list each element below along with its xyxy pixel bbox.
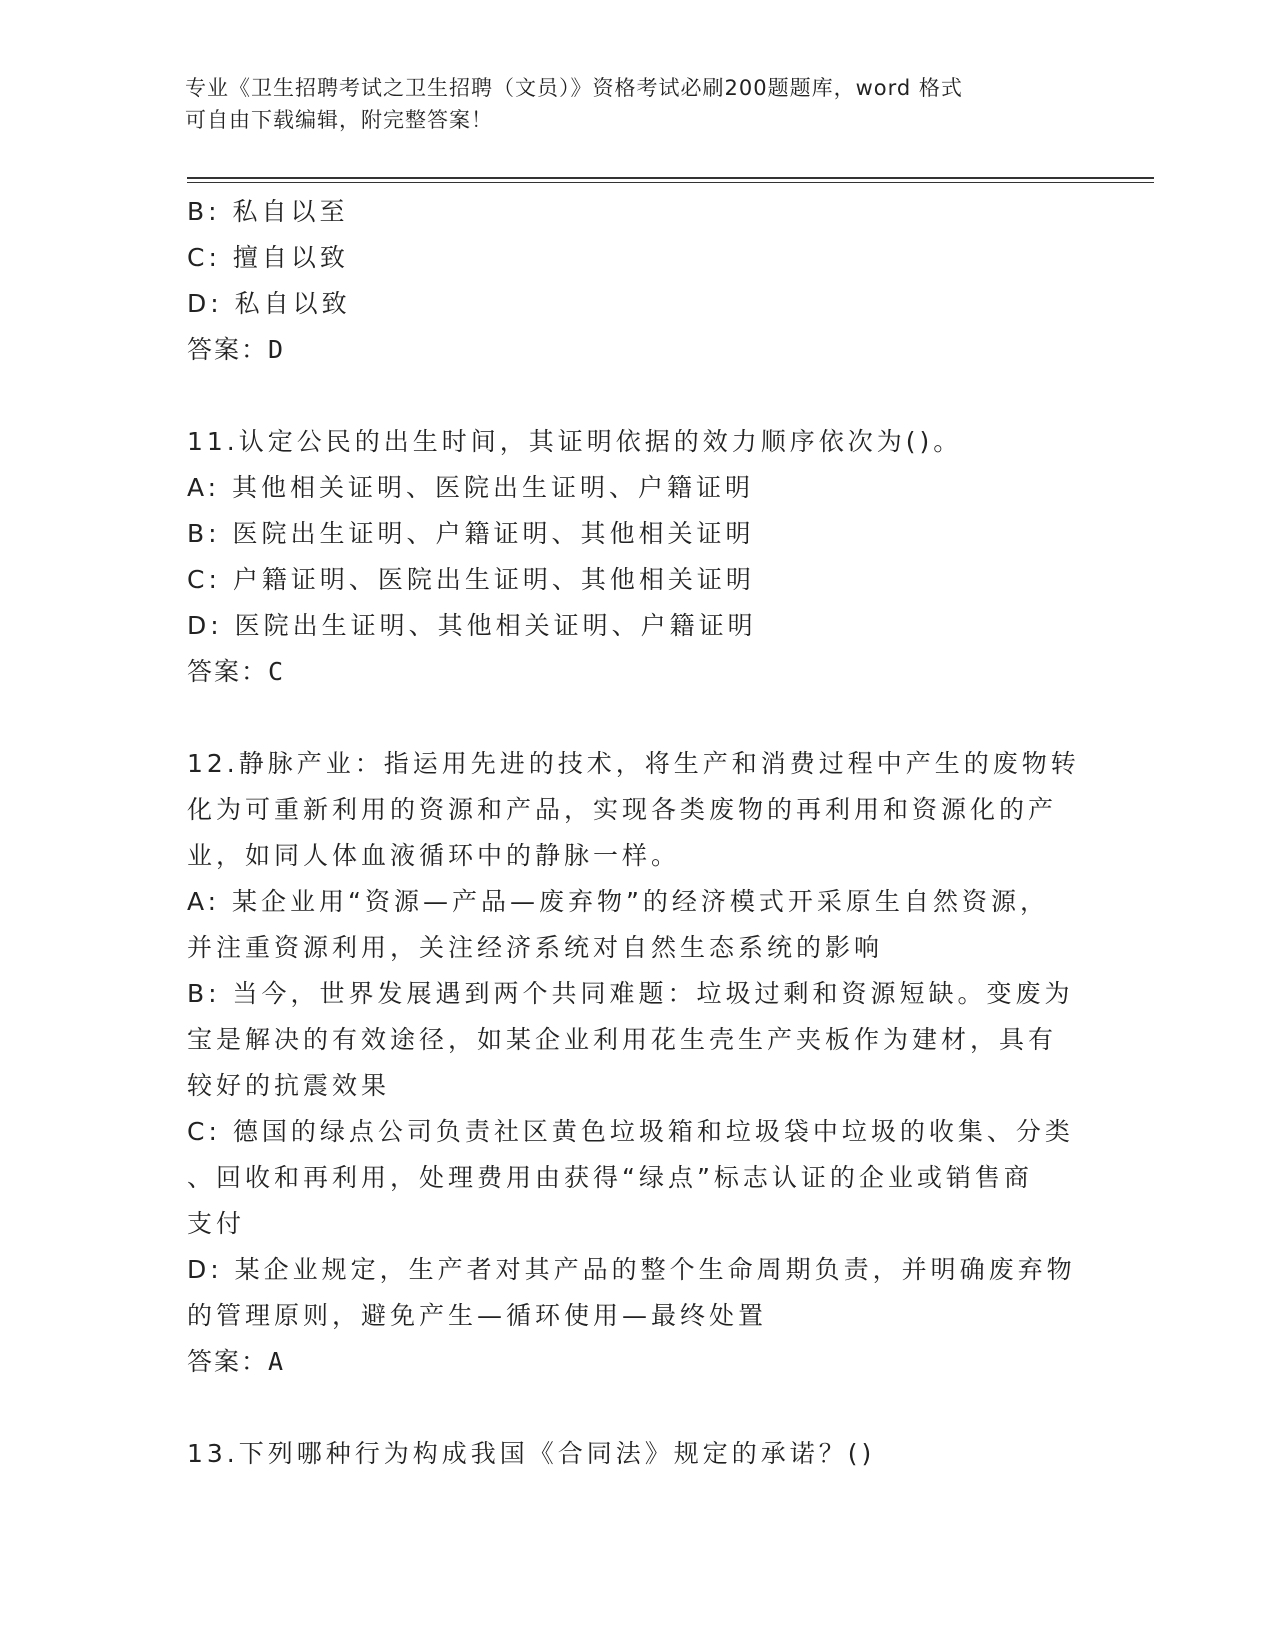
option-d: D: 医院出生证明、其他相关证明、户籍证明 — [187, 611, 757, 640]
answer-key: D — [268, 335, 286, 364]
question-stem: 13.下列哪种行为构成我国《合同法》规定的承诺？() — [187, 1439, 876, 1468]
question-11 — [187, 419, 1087, 695]
option-b: B: 医院出生证明、户籍证明、其他相关证明 — [187, 519, 755, 548]
question-stem: 化为可重新利用的资源和产品，实现各类废物的再利用和资源化的产 — [187, 795, 1058, 824]
option-d: D: 某企业规定，生产者对其产品的整个生命周期负责，并明确废弃物 — [187, 1255, 1076, 1284]
option-c-cont: 、回收和再利用，处理费用由获得“绿点”标志认证的企业或销售商 — [187, 1163, 1033, 1192]
document-header — [185, 72, 1065, 136]
answer-line — [187, 327, 1087, 373]
option-c: C: 德国的绿点公司负责社区黄色垃圾箱和垃圾袋中垃圾的收集、分类 — [187, 1117, 1074, 1146]
spacer — [187, 1385, 1087, 1431]
answer-line — [187, 1339, 1087, 1385]
question-13 — [187, 1431, 1087, 1477]
header-divider-thick — [187, 177, 1154, 179]
option-b: B: 私自以至 — [187, 197, 349, 226]
question-stem: 11.认定公民的出生时间，其证明依据的效力顺序依次为()。 — [187, 427, 963, 456]
question-stem: 12.静脉产业：指运用先进的技术，将生产和消费过程中产生的废物转 — [187, 749, 1080, 778]
option-a: A: 其他相关证明、医院出生证明、户籍证明 — [187, 473, 755, 502]
option-a: A: 某企业用“资源—产品—废弃物”的经济模式开采原生自然资源， — [187, 887, 1049, 916]
header-line-1: 专业《卫生招聘考试之卫生招聘（文员）》资格考试必刷200题题库，word 格式 — [185, 76, 963, 100]
option-c: C: 户籍证明、医院出生证明、其他相关证明 — [187, 565, 755, 594]
spacer — [187, 373, 1087, 419]
question-content — [187, 189, 1087, 1477]
option-d-cont: 的管理原则，避免产生—循环使用—最终处置 — [187, 1301, 768, 1330]
option-c-cont: 支付 — [187, 1209, 246, 1238]
spacer — [187, 695, 1087, 741]
answer-label: 答案： — [187, 335, 269, 364]
header-line-2: 可自由下载编辑，附完整答案！ — [185, 108, 493, 132]
answer-key: C — [268, 657, 286, 686]
answer-key: A — [268, 1347, 286, 1376]
option-a-cont: 并注重资源利用，关注经济系统对自然生态系统的影响 — [187, 933, 884, 962]
answer-label: 答案： — [187, 1347, 269, 1376]
question-10-tail — [187, 189, 1087, 373]
option-d: D: 私自以致 — [187, 289, 351, 318]
option-b-cont: 较好的抗震效果 — [187, 1071, 391, 1100]
option-b: B: 当今，世界发展遇到两个共同难题：垃圾过剩和资源短缺。变废为 — [187, 979, 1074, 1008]
answer-line — [187, 649, 1087, 695]
header-divider-thin — [187, 182, 1154, 183]
question-12 — [187, 741, 1087, 1385]
question-stem: 业，如同人体血液循环中的静脉一样。 — [187, 841, 681, 870]
answer-label: 答案： — [187, 657, 269, 686]
option-b-cont: 宝是解决的有效途径，如某企业利用花生壳生产夹板作为建材，具有 — [187, 1025, 1058, 1054]
option-c: C: 擅自以致 — [187, 243, 349, 272]
